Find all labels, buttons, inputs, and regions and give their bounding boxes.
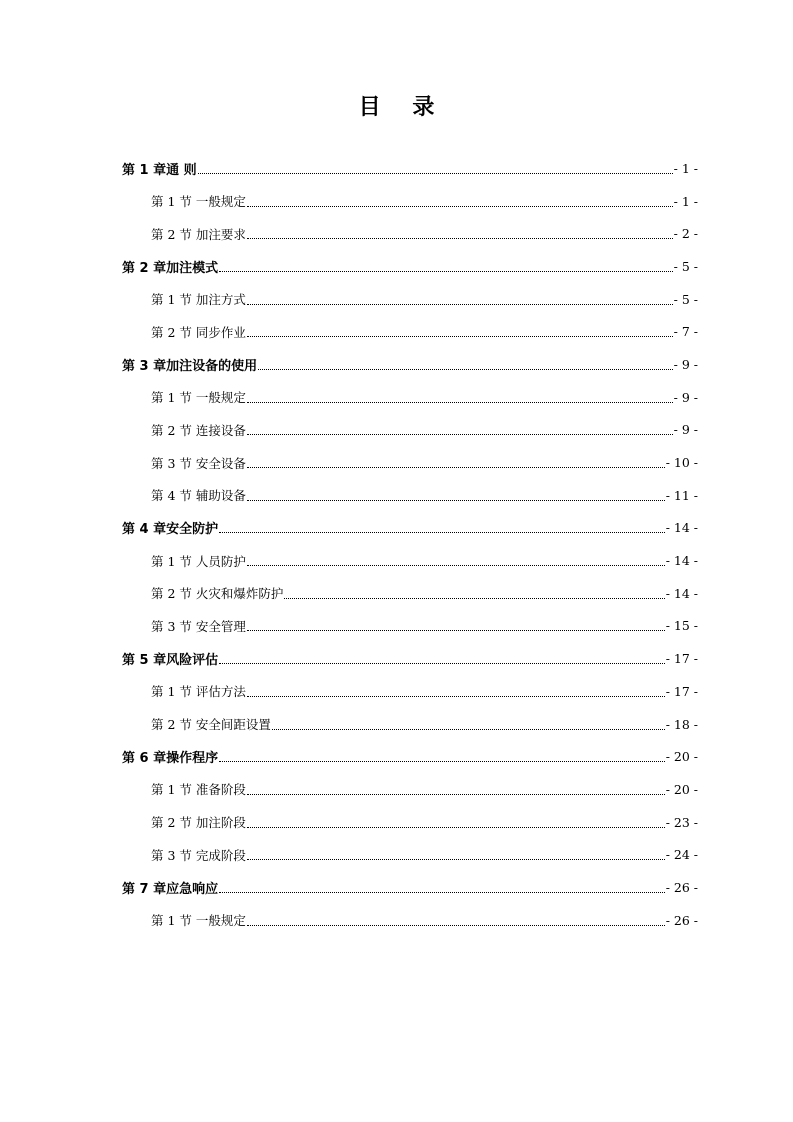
toc-dot-leader xyxy=(247,859,665,860)
toc-chapter-entry[interactable] xyxy=(0,871,793,904)
toc-dot-leader xyxy=(198,173,673,174)
toc-section-entry[interactable] xyxy=(0,904,793,937)
toc-entry-label: 第 1 节 评估方法 xyxy=(151,684,246,700)
toc-page-number: - 14 - xyxy=(665,520,698,536)
toc-dot-leader xyxy=(247,336,673,337)
toc-section-entry[interactable] xyxy=(0,610,793,643)
toc-section-entry[interactable] xyxy=(0,773,793,806)
toc-page-number: - 9 - xyxy=(673,356,698,372)
toc-dot-leader xyxy=(284,598,664,599)
toc-entry-label: 第 2 节 同步作业 xyxy=(151,324,246,340)
toc-page-number: - 15 - xyxy=(665,618,698,634)
toc-chapter-entry[interactable] xyxy=(0,348,793,381)
toc-entry-label: 第 1 节 人员防护 xyxy=(151,553,246,569)
toc-page-number: - 10 - xyxy=(665,455,698,471)
toc-dot-leader xyxy=(247,925,665,926)
toc-dot-leader xyxy=(219,532,665,533)
toc-page-number: - 17 - xyxy=(665,683,698,699)
toc-section-entry[interactable] xyxy=(0,283,793,316)
toc-section-entry[interactable] xyxy=(0,315,793,348)
toc-section-entry[interactable] xyxy=(0,838,793,871)
toc-dot-leader xyxy=(247,827,665,828)
toc-dot-leader xyxy=(258,369,673,370)
toc-entry-label: 第 2 节 加注要求 xyxy=(151,226,246,242)
toc-page-number: - 26 - xyxy=(665,912,698,928)
toc-section-entry[interactable] xyxy=(0,577,793,610)
toc-chapter-entry[interactable] xyxy=(0,250,793,283)
toc-section-entry[interactable] xyxy=(0,381,793,414)
toc-page-number: - 17 - xyxy=(665,651,698,667)
toc-dot-leader xyxy=(219,663,665,664)
toc-dot-leader xyxy=(219,761,665,762)
toc-dot-leader xyxy=(247,434,673,435)
toc-page-number: - 14 - xyxy=(665,553,698,569)
toc-entry-label: 第 3 章加注设备的使用 xyxy=(122,358,258,374)
toc-chapter-entry[interactable] xyxy=(0,740,793,773)
toc-page-number: - 2 - xyxy=(673,226,698,242)
toc-entry-label: 第 2 章加注模式 xyxy=(122,260,219,276)
toc-dot-leader xyxy=(247,794,665,795)
toc-page-number: - 14 - xyxy=(665,585,698,601)
toc-page-number: - 11 - xyxy=(665,487,698,503)
toc-page-number: - 20 - xyxy=(665,781,698,797)
toc-dot-leader xyxy=(247,402,673,403)
toc-dot-leader xyxy=(247,565,665,566)
toc-section-entry[interactable] xyxy=(0,806,793,839)
toc-dot-leader xyxy=(247,206,673,207)
toc-entry-label: 第 3 节 完成阶段 xyxy=(151,847,246,863)
toc-dot-leader xyxy=(247,238,673,239)
toc-entry-label: 第 6 章操作程序 xyxy=(122,751,219,767)
toc-entry-label: 第 3 节 安全管理 xyxy=(151,618,246,634)
toc-section-entry[interactable] xyxy=(0,185,793,218)
toc-entry-label: 第 1 节 加注方式 xyxy=(151,292,246,308)
toc-section-entry[interactable] xyxy=(0,217,793,250)
toc-entry-label: 第 2 节 安全间距设置 xyxy=(151,717,271,733)
toc-dot-leader xyxy=(247,304,673,305)
toc-entry-label: 第 4 章安全防护 xyxy=(122,522,219,538)
toc-section-entry[interactable] xyxy=(0,479,793,512)
toc-page-number: - 18 - xyxy=(665,716,698,732)
toc-entry-label: 第 3 节 安全设备 xyxy=(151,455,246,471)
toc-dot-leader xyxy=(247,500,665,501)
toc-page-number: - 1 - xyxy=(673,160,698,176)
toc-dot-leader xyxy=(247,467,665,468)
toc-dot-leader xyxy=(219,892,665,893)
toc-section-entry[interactable] xyxy=(0,675,793,708)
toc-entry-label: 第 2 节 连接设备 xyxy=(151,422,246,438)
toc-page-number: - 20 - xyxy=(665,749,698,765)
toc-chapter-entry[interactable] xyxy=(0,512,793,545)
toc-chapter-entry[interactable] xyxy=(0,642,793,675)
toc-section-entry[interactable] xyxy=(0,446,793,479)
toc-dot-leader xyxy=(219,271,673,272)
toc-page-number: - 24 - xyxy=(665,847,698,863)
toc-section-entry[interactable] xyxy=(0,414,793,447)
toc-entry-label: 第 1 节 一般规定 xyxy=(151,390,246,406)
toc-page-number: - 26 - xyxy=(665,879,698,895)
toc-page-number: - 5 - xyxy=(673,258,698,274)
toc-entry-label: 第 1 节 准备阶段 xyxy=(151,782,246,798)
toc-dot-leader xyxy=(272,729,665,730)
toc-section-entry[interactable] xyxy=(0,544,793,577)
toc-page-number: - 9 - xyxy=(673,422,698,438)
toc-entry-label: 第 2 节 火灾和爆炸防护 xyxy=(151,586,284,602)
toc-page-number: - 1 - xyxy=(673,193,698,209)
toc-entry-label: 第 1 章通 则 xyxy=(122,162,197,178)
toc-entry-label: 第 4 节 辅助设备 xyxy=(151,488,246,504)
toc-list xyxy=(0,152,793,937)
toc-page-number: - 5 - xyxy=(673,291,698,307)
toc-entry-label: 第 7 章应急响应 xyxy=(122,881,219,897)
toc-dot-leader xyxy=(247,696,665,697)
toc-dot-leader xyxy=(247,630,665,631)
toc-entry-label: 第 2 节 加注阶段 xyxy=(151,815,246,831)
toc-section-entry[interactable] xyxy=(0,708,793,741)
toc-page-number: - 23 - xyxy=(665,814,698,830)
toc-entry-label: 第 1 节 一般规定 xyxy=(151,913,246,929)
toc-entry-label: 第 5 章风险评估 xyxy=(122,653,219,669)
toc-page-number: - 7 - xyxy=(673,324,698,340)
toc-entry-label: 第 1 节 一般规定 xyxy=(151,194,246,210)
toc-page-number: - 9 - xyxy=(673,389,698,405)
toc-chapter-entry[interactable] xyxy=(0,152,793,185)
toc-title: 目 录 xyxy=(358,95,447,120)
